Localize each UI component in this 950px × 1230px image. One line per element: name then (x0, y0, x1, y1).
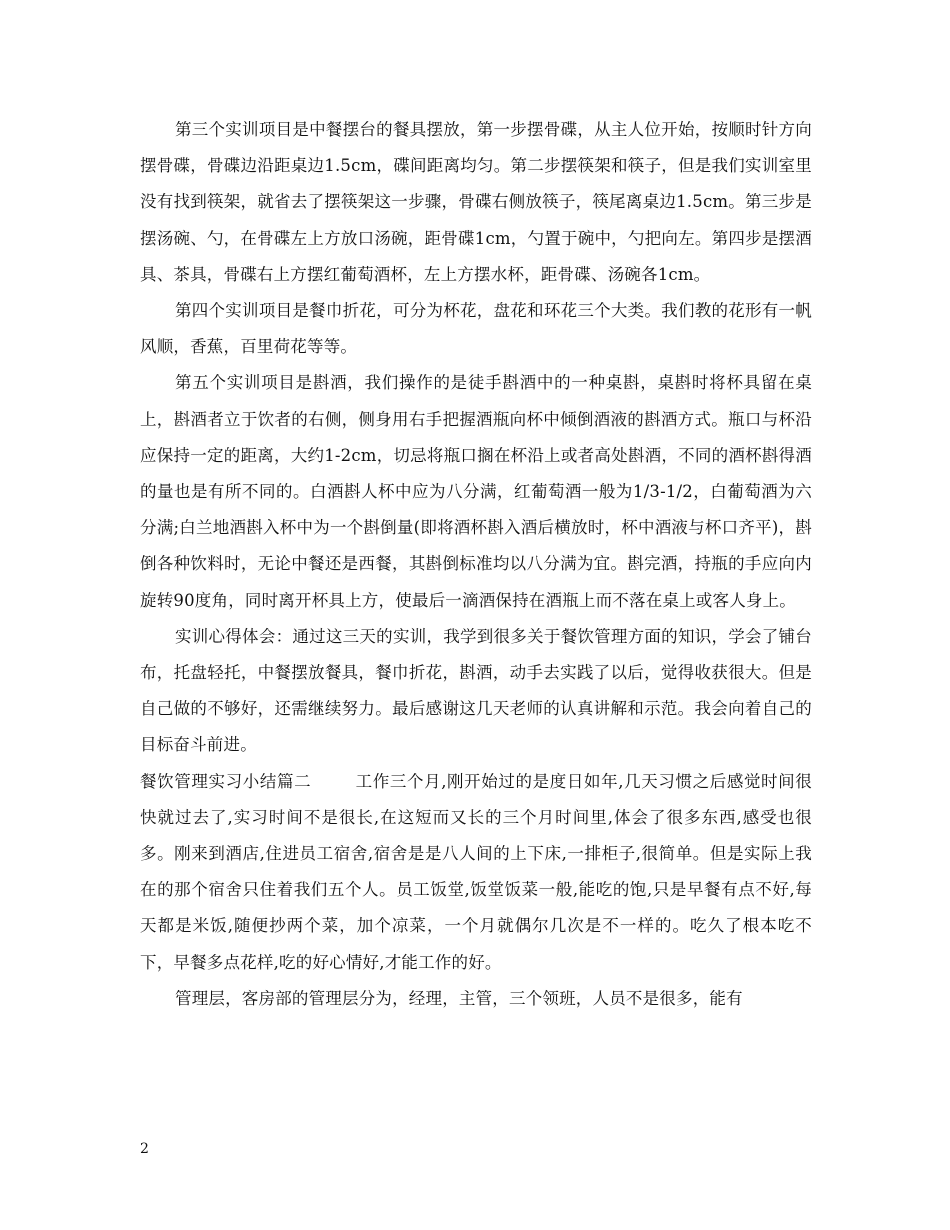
paragraph-napkin-folding: 第四个实训项目是餐巾折花，可分为杯花，盘花和环花三个大类。我们教的花形有一帆风顺，香蕉，百里荷花等等。 (140, 301, 812, 357)
paragraph-wine-pouring: 第五个实训项目是斟酒，我们操作的是徒手斟酒中的一种桌斟，桌斟时将杯具留在桌上，斟酒者立于饮者的右侧，侧身用右手把握酒瓶向杯中倾倒酒液的斟酒方式。瓶口与杯沿应保持一定的距离，大约1-2cm，切忌将瓶口搁在杯沿上或者高处斟酒，不同的酒杯斟得酒的量也是有所不同的。白酒斟人杯中应为八分满，红葡萄酒一般为1/3-1/2，白葡萄酒为六分满;白兰地酒斟入杯中为一个斟倒量(即将酒杯斟入酒后横放时，杯中酒液与杯口齐平)，斟倒各种饮料时，无论中餐还是西餐，其斟倒标准均以八分满为宜。斟完酒，持瓶的手应向内旋转90度角，同时离开杯具上方，使最后一滴酒保持在酒瓶上而不落在桌上或客人身上。 (140, 373, 812, 610)
paragraph-tableware-setting: 第三个实训项目是中餐摆台的餐具摆放，第一步摆骨碟，从主人位开始，按顺时针方向摆骨碟，骨碟边沿距桌边1.5cm，碟间距离均匀。第二步摆筷架和筷子，但是我们实训室里没有找到筷架，就省去了摆筷架这一步骤，骨碟右侧放筷子，筷尾离桌边1.5cm。第三步是摆汤碗、勺，在骨碟左上方放口汤碗，距骨碟1cm，勺置于碗中，勺把向左。第四步是摆酒具、茶具，骨碟右上方摆红葡萄酒杯，左上方摆水杯，距骨碟、汤碗各1cm。 (140, 120, 812, 284)
document-body (140, 112, 812, 1017)
section-paragraph: 工作三个月,刚开始过的是度日如年,几天习惯之后感觉时间很快就过去了,实习时间不是很长,在这短而又长的三个月时间里,体会了很多东西,感受也很多。刚来到酒店,住进员工宿舍,宿舍是是八人间的上下床,一排柜子,很简单。但是实际上我在的那个宿舍只住着我们五个人。员工饭堂,饭堂饭菜一般,能吃的饱,只是早餐有点不好,每天都是米饭,随便抄两个菜，加个凉菜，一个月就偶尔几次是不一样的。吃久了根本吃不下，早餐多点花样,吃的好心情好,才能工作的好。 (140, 771, 812, 972)
section-heading: 餐饮管理实习小结篇二 (140, 771, 312, 791)
paragraph-training-reflection: 实训心得体会：通过这三天的实训，我学到很多关于餐饮管理方面的知识，学会了铺台布，托盘轻托，中餐摆放餐具，餐巾折花，斟酒，动手去实践了以后，觉得收获很大。但是自己做的不够好，还需继续努力。最后感谢这几天老师的认真讲解和示范。我会向着自己的目标奋斗前进。 (140, 626, 812, 755)
paragraph-management-layer: 管理层，客房部的管理层分为，经理，主管，三个领班，人员不是很多，能有 (175, 988, 743, 1008)
paragraph-section-two (140, 764, 812, 981)
page-number: 2 (140, 1141, 149, 1157)
